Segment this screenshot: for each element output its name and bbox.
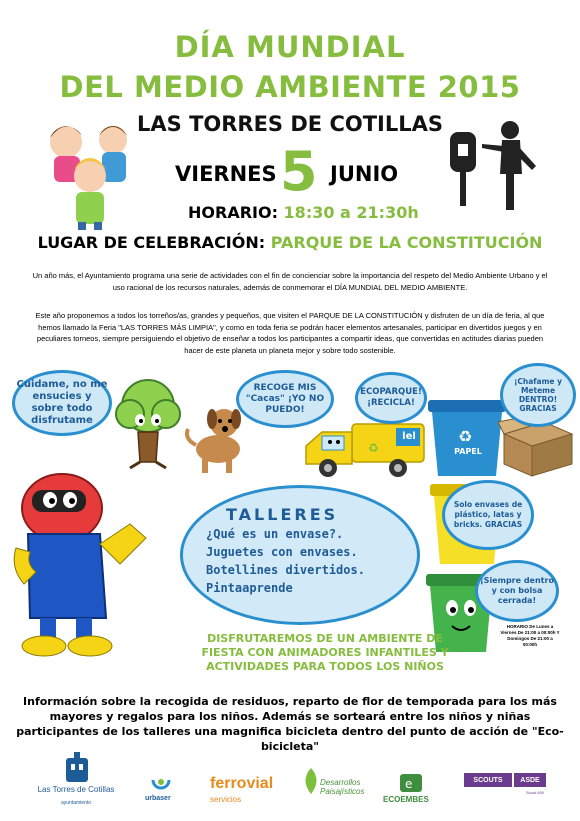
svg-text:♻: ♻ — [368, 441, 379, 455]
dog-character-illustration — [178, 405, 250, 475]
workshops-title: TALLERES — [226, 505, 339, 524]
venue-label: LUGAR DE CELEBRACIÓN: — [37, 233, 266, 252]
info-paragraph: Información sobre la recogida de residuos, reparto de flor de temporada para los más mayores y regalos para los niños. Además se sorteará entre los niños y niñas participantes de los talleres una magnifica bicicleta dentro del punto de acción de "Eco-bicicleta" — [16, 695, 564, 753]
title-line-2: DEL MEDIO AMBIENTE 2015 — [59, 70, 521, 104]
sponsor-desarrollos: Desarrollos Paisajísticos — [320, 778, 365, 796]
sponsor-asde-sub: Scout 600 — [526, 790, 545, 795]
truck-speech-bubble: ECOPARQUE! ¡RECICLA! — [355, 372, 427, 424]
venue-value: PARQUE DE LA CONSTITUCIÓN — [270, 233, 543, 252]
dog-speech-bubble: RECOGE MIS "Cacas" ¡YO NO PUEDO! — [236, 370, 334, 428]
venue — [0, 233, 580, 252]
sponsor-asde: ASDE — [514, 773, 546, 787]
month: JUNIO — [330, 162, 399, 186]
workshop-item: Botellines divertidos. — [206, 563, 365, 577]
green-bin-speech-bubble: ¡Siempre dentro y con bolsa cerrada! — [475, 560, 559, 622]
recycling-person-icon — [448, 118, 548, 218]
town-hall-logo-icon — [64, 752, 90, 784]
children-illustration — [38, 112, 138, 232]
workshop-item: ¿Qué es un envase?. — [206, 527, 344, 541]
mascot-character-illustration — [10, 468, 160, 668]
svg-text:♻: ♻ — [458, 427, 473, 446]
truck-logo: lel — [402, 431, 416, 442]
day-name: VIERNES — [175, 162, 277, 186]
schedule-label: HORARIO: — [188, 203, 278, 222]
sponsor-scouts: SCOUTS — [464, 773, 512, 787]
recycling-truck-illustration — [302, 418, 428, 480]
paper-bin-label: PAPEL — [454, 447, 482, 456]
svg-text:e: e — [405, 777, 413, 791]
place-name: LAS TORRES DE COTILLAS — [137, 112, 443, 136]
sponsor-ferrovial: ferrovial — [210, 775, 274, 792]
day-number: 5 — [280, 140, 318, 203]
blue-paper-bin-illustration — [426, 398, 508, 480]
title-line-1: DÍA MUNDIAL — [174, 30, 406, 64]
sponsor-ferrovial-sub: servicios — [210, 795, 242, 804]
leaf-logo-icon — [300, 766, 322, 796]
urbaser-logo-icon — [150, 776, 172, 796]
sponsor-ecoembes: ECOEMBES — [383, 795, 429, 804]
sponsor-town-hall: Las Torres de Cotillas — [37, 785, 115, 794]
schedule — [188, 203, 419, 222]
box-speech-bubble: ¡Chafame y Meteme DENTRO! GRACIAS — [500, 363, 576, 427]
workshop-item: Pintaaprende — [206, 581, 293, 595]
schedule-value: 18:30 a 21:30h — [283, 203, 419, 222]
sponsor-town-hall-sub: ayuntamiento — [60, 800, 92, 806]
sponsor-urbaser: urbaser — [145, 795, 171, 802]
green-bin-schedule: HORARIO De Lunes a Viernes De 21:00 a 00:00h Y Domingos De 21:00 a 00:00h — [500, 624, 560, 647]
party-announcement: DISFRUTAREMOS DE UN AMBIENTE DE FIESTA CON ANIMADORES INFANTILES Y ACTIVIDADES PARA TODOS LOS NIÑOS — [201, 632, 449, 673]
yellow-bin-speech-bubble: Solo envases de plástico, latas y bricks. GRACIAS — [442, 480, 534, 550]
description-paragraph: Este año proponemos a todos los torreños/as, grandes y pequeños, que visiten el PARQUE DE LA CONSTITUCIÓN y disfruten de un día de feria, al que hemos llamado la Feria "LAS TORRES MÁS LIMPIA", y como en toda feria se podrán hacer elementos artesanales, participar en divertidos juegos y en peculiares torneos, siempre persiguiendo el objetivo de enseñar a todos los participantes a compartir ideas, que convertidas en actitudes diarias pueden hacer de este planeta un planeta mejor y sobre todo sostenible. — [35, 311, 545, 355]
tree-speech-bubble: Cuidame, no me ensucies y sobre todo disfrutame — [12, 370, 112, 436]
workshop-item: Juguetes con envases. — [206, 545, 358, 559]
ecoembes-logo-icon — [398, 772, 424, 794]
intro-paragraph: Un año más, el Ayuntamiento programa una serie de actividades con el fin de concienciar sobre la importancia del respeto del Medio Ambiente Urbano y el uso racional de los recursos naturales, además de conmemorar el DÍA MUNDIAL DEL MEDIO AMBIENTE. — [32, 271, 548, 292]
